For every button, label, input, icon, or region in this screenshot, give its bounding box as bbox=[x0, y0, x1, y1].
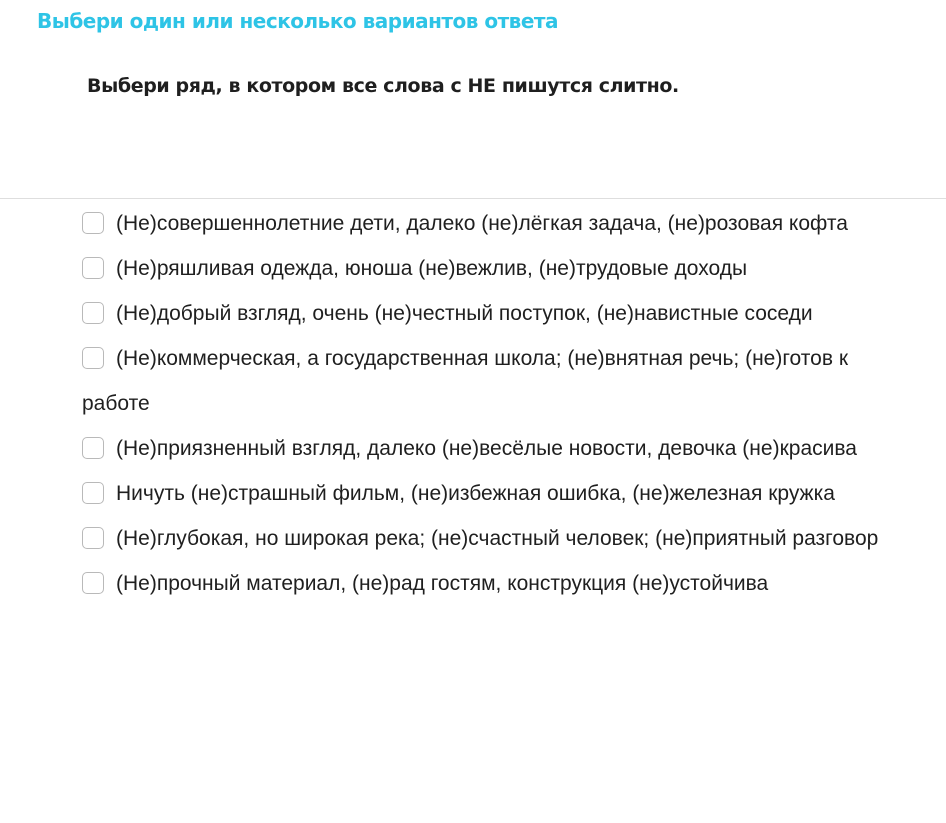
answer-option-label: (Не)добрый взгляд, очень (не)честный поступок, (не)навистные соседи bbox=[116, 302, 813, 325]
answer-option-8[interactable] bbox=[82, 561, 912, 606]
answer-option-label: (Не)ряшливая одежда, юноша (не)вежлив, (не)трудовые доходы bbox=[116, 257, 748, 280]
answer-option-4[interactable] bbox=[82, 336, 912, 426]
checkbox[interactable] bbox=[82, 347, 104, 369]
answer-option-6[interactable] bbox=[82, 471, 912, 516]
answer-option-label: (Не)приязненный взгляд, далеко (не)весёлые новости, девочка (не)красива bbox=[116, 437, 857, 460]
checkbox[interactable] bbox=[82, 527, 104, 549]
answer-option-label: (Не)коммерческая, а государственная школа; (не)внятная речь; (не)готов к работе bbox=[82, 347, 849, 415]
divider bbox=[0, 198, 946, 199]
answer-option-label: (Не)совершеннолетние дети, далеко (не)лёгкая задача, (не)розовая кофта bbox=[116, 212, 848, 235]
answer-option-7[interactable] bbox=[82, 516, 912, 561]
answer-options-list bbox=[82, 201, 912, 606]
question-text: Выбери ряд, в котором все слова с НЕ пишутся слитно. bbox=[87, 75, 679, 97]
answer-option-label: Ничуть (не)страшный фильм, (не)избежная ошибка, (не)железная кружка bbox=[116, 482, 835, 505]
answer-option-label: (Не)глубокая, но широкая река; (не)счастный человек; (не)приятный разговор bbox=[116, 527, 879, 550]
checkbox[interactable] bbox=[82, 437, 104, 459]
answer-option-3[interactable] bbox=[82, 291, 912, 336]
checkbox[interactable] bbox=[82, 212, 104, 234]
checkbox[interactable] bbox=[82, 257, 104, 279]
answer-option-1[interactable] bbox=[82, 201, 912, 246]
instruction-heading: Выбери один или несколько вариантов ответа bbox=[37, 9, 558, 33]
answer-option-2[interactable] bbox=[82, 246, 912, 291]
answer-option-label: (Не)прочный материал, (не)рад гостям, конструкция (не)устойчива bbox=[116, 572, 769, 595]
checkbox[interactable] bbox=[82, 482, 104, 504]
checkbox[interactable] bbox=[82, 572, 104, 594]
checkbox[interactable] bbox=[82, 302, 104, 324]
answer-option-5[interactable] bbox=[82, 426, 912, 471]
